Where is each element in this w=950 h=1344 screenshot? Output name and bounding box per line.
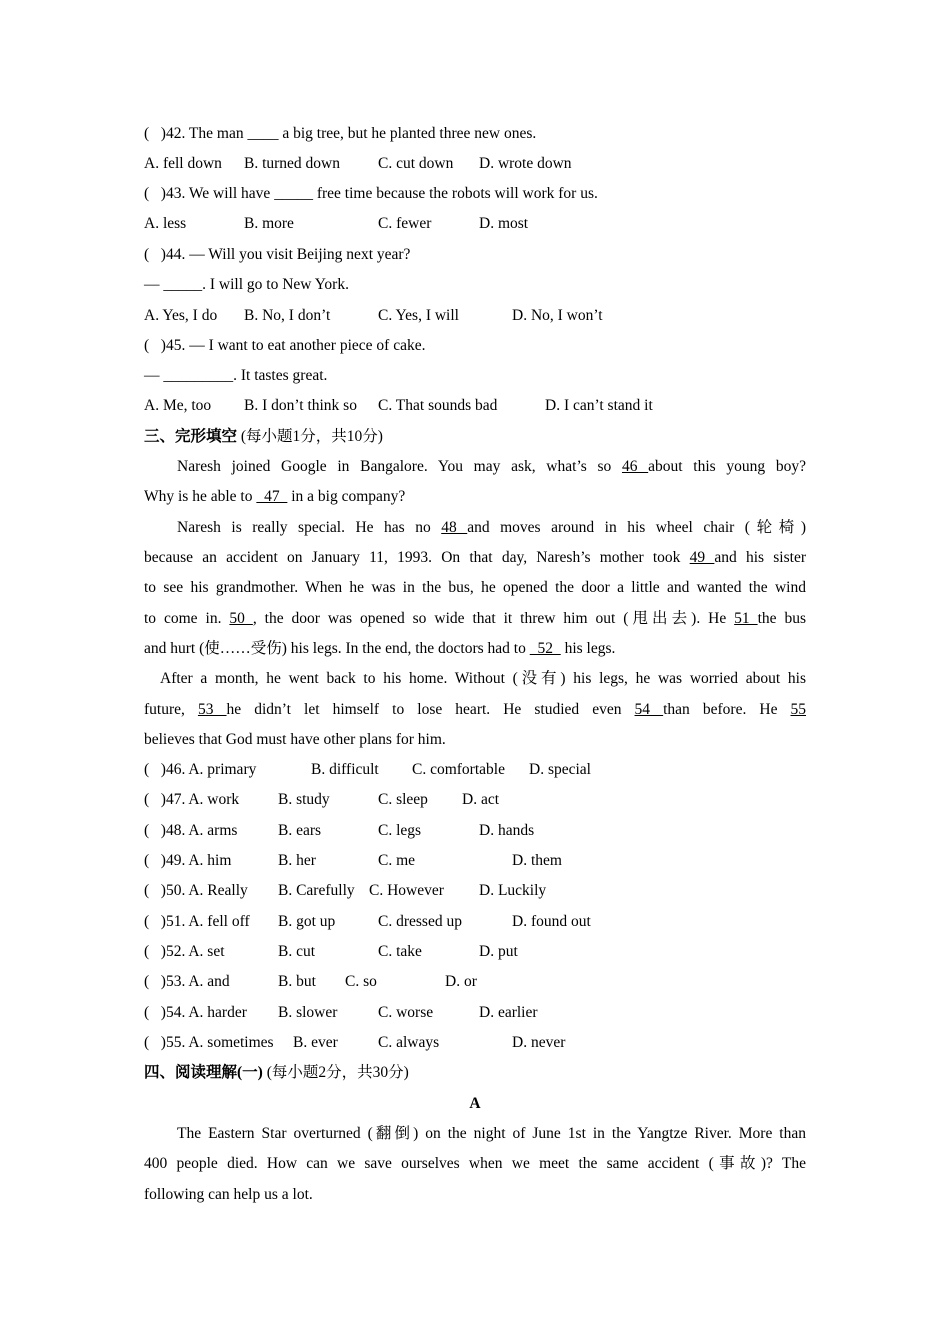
option-d: D. them — [512, 852, 562, 869]
option-c: C. fewer — [378, 215, 432, 232]
option-b: B. turned down — [244, 155, 341, 172]
cloze-question-48 — [144, 821, 806, 841]
option-c: C. That sounds bad — [378, 397, 498, 414]
passage-label: A — [469, 1095, 481, 1112]
blank-51: 51 — [734, 610, 758, 627]
option-b: B. but — [278, 973, 316, 990]
option-a: A. fell down — [144, 155, 222, 172]
blank-54: 54 — [634, 701, 664, 718]
option-a: ( )53. A. and — [144, 973, 230, 990]
option-d: D. or — [445, 973, 477, 990]
reply-45: — _________. It tastes great. — [144, 367, 328, 384]
option-b: B. study — [278, 791, 330, 808]
cloze-question-49 — [144, 851, 806, 871]
option-b: B. cut — [278, 943, 316, 960]
option-a: A. Yes, I do — [144, 307, 218, 324]
passage-line: The Eastern Star overturned (翻倒) on the night of June 1st in the Yangtze River. More than — [177, 1125, 806, 1142]
blank-50: 50 — [229, 610, 253, 627]
passage-line: Naresh is really special. He has no 48 and moves around in his wheel chair (轮椅) — [177, 519, 807, 536]
option-d: D. never — [512, 1034, 566, 1051]
passage-line: After a month, he went back to his home. Without (没有) his legs, he was worried about his — [160, 670, 806, 687]
option-b: B. more — [244, 215, 294, 232]
option-d: D. special — [529, 761, 591, 778]
section-heading-reading: 四、阅读理解(一) (每小题2分，共30分) — [144, 1064, 409, 1081]
option-a: ( )49. A. him — [144, 852, 232, 869]
cloze-question-47 — [144, 790, 806, 810]
option-c: C. so — [345, 973, 377, 990]
option-a: A. less — [144, 215, 187, 232]
blank-47: 47 — [256, 488, 288, 505]
option-b: B. difficult — [311, 761, 379, 778]
option-d: D. I can’t stand it — [545, 397, 653, 414]
cloze-question-54 — [144, 1003, 806, 1023]
passage-line: Why is he able to 47 in a big company? — [144, 488, 406, 505]
option-c: C. take — [378, 943, 422, 960]
cloze-question-55 — [144, 1033, 806, 1053]
blank-46: 46 — [621, 458, 649, 475]
option-c: C. comfortable — [412, 761, 505, 778]
option-b: B. ears — [278, 822, 322, 839]
option-b: B. No, I don’t — [244, 307, 331, 324]
option-d: D. found out — [512, 913, 591, 930]
option-b: B. I don’t think so — [244, 397, 357, 414]
option-a: ( )52. A. set — [144, 943, 225, 960]
cloze-question-50 — [144, 881, 806, 901]
option-c: C. Yes, I will — [378, 307, 459, 324]
blank-48: 48 — [441, 519, 468, 536]
option-d: D. Luckily — [479, 882, 547, 899]
option-d: D. act — [462, 791, 500, 808]
option-a: ( )55. A. sometimes — [144, 1034, 274, 1051]
option-c: C. dressed up — [378, 913, 462, 930]
option-b: B. her — [278, 852, 316, 869]
options-45 — [144, 396, 806, 416]
section-heading-cloze: 三、完形填空 (每小题1分，共10分) — [144, 428, 383, 445]
option-d: D. earlier — [479, 1004, 538, 1021]
option-c: C. sleep — [378, 791, 428, 808]
option-c: C. cut down — [378, 155, 454, 172]
passage-line: future, 53 he didn’t let himself to lose heart. He studied even 54 than before. He 55 — [144, 701, 807, 718]
passage-line: to see his grandmother. When he was in the bus, he opened the door a little and wanted the wind — [144, 579, 806, 596]
question-45: ( )45. — I want to eat another piece of cake. — [144, 337, 426, 354]
option-b: B. slower — [278, 1004, 338, 1021]
blank-55: 55 — [790, 701, 807, 718]
option-d: D. most — [479, 215, 529, 232]
passage-line: Naresh joined Google in Bangalore. You may ask, what’s so 46 about this young boy? — [177, 458, 806, 475]
cloze-question-46 — [144, 760, 806, 780]
option-a: ( )50. A. Really — [144, 882, 248, 899]
option-a: ( )54. A. harder — [144, 1004, 247, 1021]
question-43: ( )43. We will have _____ free time because the robots will work for us. — [144, 185, 598, 202]
passage-line: to come in. 50 , the door was opened so wide that it threw him out (甩出去). He 51 the bus — [144, 610, 807, 627]
option-a: ( )48. A. arms — [144, 822, 238, 839]
options-42 — [144, 154, 806, 174]
cloze-question-51 — [144, 912, 806, 932]
option-b: B. got up — [278, 913, 336, 930]
option-d: D. hands — [479, 822, 535, 839]
option-c: C. legs — [378, 822, 422, 839]
question-42: ( )42. The man ____ a big tree, but he planted three new ones. — [144, 125, 537, 142]
option-a: ( )47. A. work — [144, 791, 240, 808]
passage-line: following can help us a lot. — [144, 1186, 313, 1203]
passage-line: and hurt (使……受伤) his legs. In the end, the doctors had to 52 his legs. — [144, 640, 616, 657]
option-c: C. However — [369, 882, 444, 899]
option-a: A. Me, too — [144, 397, 212, 414]
option-a: ( )51. A. fell off — [144, 913, 250, 930]
blank-49: 49 — [689, 549, 715, 566]
option-a: ( )46. A. primary — [144, 761, 257, 778]
option-c: C. always — [378, 1034, 440, 1051]
options-44 — [144, 306, 806, 326]
option-d: D. wrote down — [479, 155, 572, 172]
option-d: D. put — [479, 943, 518, 960]
passage-line: believes that God must have other plans for him. — [144, 731, 446, 748]
passage-line: 400 people died. How can we save ourselves when we meet the same accident (事故)? The — [144, 1155, 806, 1172]
passage-line: because an accident on January 11, 1993. On that day, Naresh’s mother took 49 and his sister — [144, 549, 806, 566]
option-b: B. ever — [293, 1034, 338, 1051]
options-43 — [144, 214, 806, 234]
reply-44: — _____. I will go to New York. — [144, 276, 349, 293]
option-c: C. worse — [378, 1004, 434, 1021]
blank-52: 52 — [529, 640, 561, 657]
question-44: ( )44. — Will you visit Beijing next year? — [144, 246, 411, 263]
option-b: B. Carefully — [278, 882, 355, 899]
option-d: D. No, I won’t — [512, 307, 603, 324]
cloze-question-52 — [144, 942, 806, 962]
option-c: C. me — [378, 852, 416, 869]
blank-53: 53 — [197, 701, 227, 718]
cloze-question-53 — [144, 972, 806, 992]
